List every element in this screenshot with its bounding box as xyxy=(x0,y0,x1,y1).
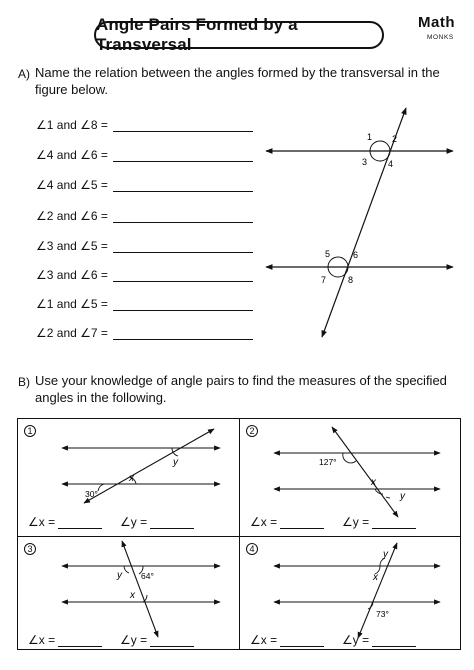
question-label: ∠2 and ∠6 = xyxy=(36,209,108,223)
answer-x-blank[interactable] xyxy=(58,635,102,647)
answer-x-label: ∠x = xyxy=(28,515,56,529)
answer-blank[interactable] xyxy=(113,269,253,282)
page-title xyxy=(94,15,384,54)
question-row-2 xyxy=(36,146,253,162)
answer-y xyxy=(342,515,416,529)
angle-label-4: 4 xyxy=(388,159,394,169)
label-y: y xyxy=(173,457,178,468)
question-row-8 xyxy=(36,324,253,340)
question-label: ∠1 and ∠5 = xyxy=(36,297,108,311)
label-x: x xyxy=(371,477,376,488)
answer-blank[interactable] xyxy=(113,298,253,311)
label-x: x xyxy=(130,590,135,601)
answer-blank[interactable] xyxy=(113,210,253,223)
question-row-3 xyxy=(36,176,253,192)
problem-number: 1 xyxy=(24,425,36,437)
question-row-4 xyxy=(36,207,253,223)
angle-label-7: 7 xyxy=(321,275,327,285)
answer-blank[interactable] xyxy=(113,240,253,253)
angle-label-6: 6 xyxy=(353,250,359,260)
answer-x-blank[interactable] xyxy=(280,635,324,647)
transversal-figure xyxy=(260,104,460,349)
answer-x xyxy=(28,515,102,529)
problem-number: 3 xyxy=(24,543,36,555)
answer-blank[interactable] xyxy=(113,327,253,340)
given-angle: 127° xyxy=(319,457,337,467)
answer-y-blank[interactable] xyxy=(150,517,194,529)
question-row-5 xyxy=(36,237,253,253)
question-label: ∠2 and ∠7 = xyxy=(36,326,108,340)
answer-x-label: ∠x = xyxy=(250,633,278,647)
answer-x xyxy=(250,515,324,529)
problem-cell-2 xyxy=(240,419,461,535)
answer-y-label: ∠y = xyxy=(120,633,148,647)
problem-cell-3 xyxy=(18,537,239,653)
section-b-label: B) xyxy=(18,375,30,389)
answer-y xyxy=(342,633,416,647)
question-row-7 xyxy=(36,295,253,311)
question-label: ∠3 and ∠5 = xyxy=(36,239,108,253)
answer-blank[interactable] xyxy=(113,119,253,132)
question-label: ∠3 and ∠6 = xyxy=(36,268,108,282)
answer-x-label: ∠x = xyxy=(250,515,278,529)
label-y: y xyxy=(383,549,388,560)
answer-y-blank[interactable] xyxy=(372,517,416,529)
section-a-label: A) xyxy=(18,67,30,81)
answer-x-label: ∠x = xyxy=(28,633,56,647)
math-monks-logo xyxy=(418,14,464,48)
given-angle: 64° xyxy=(141,571,154,581)
section-b-instruction: Use your knowledge of angle pairs to find the measures of the specified angles in the following. xyxy=(35,373,447,405)
problem-cell-4 xyxy=(240,537,461,653)
question-label: ∠4 and ∠5 = xyxy=(36,178,108,192)
logo-text-monks: MONKS xyxy=(427,34,454,41)
answer-y-label: ∠y = xyxy=(342,515,370,529)
angle-label-2: 2 xyxy=(392,134,398,144)
answer-x-blank[interactable] xyxy=(58,517,102,529)
answer-y-label: ∠y = xyxy=(342,633,370,647)
answer-y-label: ∠y = xyxy=(120,515,148,529)
angle-label-1: 1 xyxy=(367,132,373,142)
problem-cell-1 xyxy=(18,419,239,535)
question-row-6 xyxy=(36,266,253,282)
label-y: y xyxy=(400,491,405,502)
answer-y xyxy=(120,515,194,529)
question-row-1 xyxy=(36,116,253,132)
problem-number: 2 xyxy=(246,425,258,437)
label-x: x xyxy=(129,473,134,484)
answer-x-blank[interactable] xyxy=(280,517,324,529)
problem-number: 4 xyxy=(246,543,258,555)
answer-y-blank[interactable] xyxy=(150,635,194,647)
answer-y xyxy=(120,633,194,647)
answer-x xyxy=(28,633,102,647)
given-angle: 73° xyxy=(376,609,389,619)
question-label: ∠1 and ∠8 = xyxy=(36,118,108,132)
answer-y-blank[interactable] xyxy=(372,635,416,647)
problem-grid xyxy=(17,418,461,650)
angle-label-8: 8 xyxy=(348,275,354,285)
answer-blank[interactable] xyxy=(113,149,253,162)
angle-label-5: 5 xyxy=(325,249,331,259)
answer-blank[interactable] xyxy=(113,179,253,192)
given-angle: 30° xyxy=(85,489,98,499)
question-label: ∠4 and ∠6 = xyxy=(36,148,108,162)
logo-text-math: Math xyxy=(418,14,455,31)
page-title-text: Angle Pairs Formed by a Transversal xyxy=(96,15,298,54)
section-a-instruction: Name the relation between the angles formed by the transversal in the figure below. xyxy=(35,65,440,97)
label-x: x xyxy=(373,572,378,583)
answer-x xyxy=(250,633,324,647)
label-y: y xyxy=(117,570,122,581)
angle-label-3: 3 xyxy=(362,157,368,167)
